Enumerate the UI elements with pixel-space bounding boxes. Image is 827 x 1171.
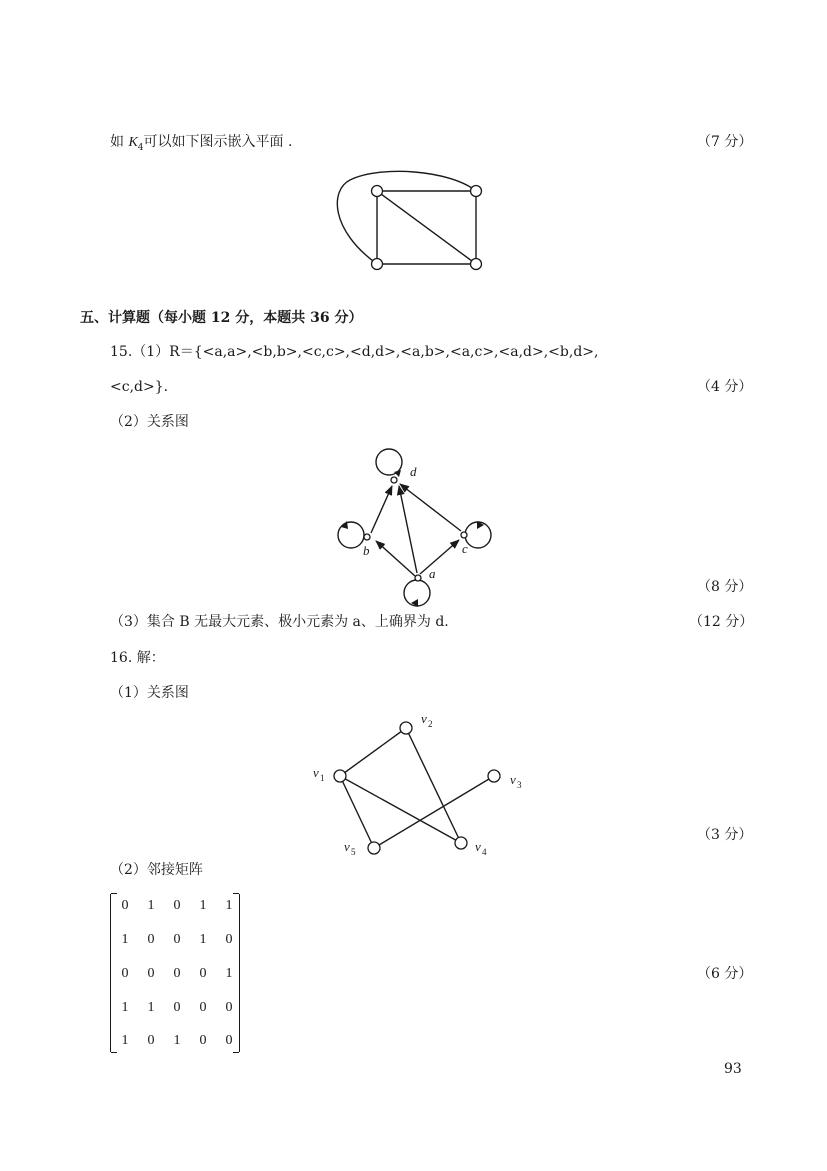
k4-vertex	[471, 259, 482, 270]
q16-part2-label: （2）邻接矩阵	[110, 862, 203, 878]
page-number: 93	[724, 1061, 742, 1077]
matrix-cell: 0	[173, 966, 181, 981]
vertex-v2	[400, 722, 412, 734]
k4-vertex	[372, 186, 383, 197]
q15-relation-line1: 15.（1）R＝{<a,a>,<b,b>,<c,c>,<d,d>,<a,b>,<a,c>,<a,d>,<b,d>,	[110, 344, 599, 360]
matrix-cell: 0	[173, 932, 181, 947]
label-v2: v	[421, 711, 427, 726]
section-five-heading: 五、计算题（每小题 12 分，本题共 36 分）	[80, 310, 363, 326]
matrix-cell: 0	[173, 1000, 181, 1015]
matrix-cell: 0	[225, 1033, 233, 1048]
q16-title: 16. 解：	[110, 650, 165, 666]
matrix-cell: 0	[199, 1000, 207, 1015]
matrix-cell: 1	[199, 898, 207, 913]
vertex-a	[415, 575, 421, 581]
label-c: c	[462, 541, 468, 556]
relation-digraph-q15	[338, 449, 491, 607]
matrix-cell: 1	[173, 1033, 181, 1048]
undirected-graph-q16	[313, 711, 522, 857]
label-v2-sub: 2	[428, 719, 433, 729]
label-v4: v	[475, 839, 481, 854]
label-b: b	[363, 543, 370, 558]
vertex-v1	[334, 770, 346, 782]
matrix-cell: 1	[199, 932, 207, 947]
arc-a-to-b	[376, 541, 415, 576]
q15-relation-line2: <c,d>}.	[110, 379, 169, 395]
arc-a-to-d	[399, 486, 417, 573]
edge-v2-v4	[406, 728, 461, 843]
matrix-cell: 0	[199, 1033, 207, 1048]
arc-a-to-c	[420, 540, 459, 574]
k4-edge-diagonal	[377, 191, 476, 264]
matrix-cell: 0	[225, 932, 233, 947]
matrix-cell: 1	[147, 1000, 155, 1015]
vertex-v5	[368, 842, 380, 854]
label-v3: v	[510, 772, 516, 787]
label-v1: v	[313, 765, 319, 780]
matrix-cell: 0	[173, 898, 181, 913]
adjacency-matrix	[110, 894, 240, 1052]
matrix-cell: 1	[121, 1033, 129, 1048]
k4-symbol: K	[128, 135, 138, 150]
q15-part2-label: （2）关系图	[110, 414, 189, 430]
matrix-cell: 0	[225, 1000, 233, 1015]
label-v5-sub: 5	[351, 847, 356, 857]
q15-score-part1: （4 分）	[697, 379, 753, 395]
label-v1-sub: 1	[320, 773, 325, 783]
vertex-d	[391, 477, 397, 483]
matrix-cell: 0	[121, 898, 129, 913]
label-v3-sub: 3	[517, 780, 522, 790]
label-d: d	[410, 464, 417, 479]
q15-score-part2: （8 分）	[697, 579, 753, 595]
arc-c-to-d	[400, 484, 461, 531]
loop-b	[338, 522, 364, 548]
matrix-cell: 1	[225, 966, 233, 981]
edge-v1-v4	[340, 776, 461, 843]
k4-subscript: 4	[137, 142, 144, 153]
vertex-b	[364, 534, 370, 540]
matrix-cell: 1	[225, 898, 233, 913]
vertex-v4	[455, 837, 467, 849]
k4-vertex	[372, 259, 383, 270]
matrix-cell: 1	[121, 932, 129, 947]
matrix-cell: 1	[121, 1000, 129, 1015]
q15-score-part3: （12 分）	[689, 614, 754, 630]
matrix-cell: 0	[199, 966, 207, 981]
matrix-cell: 0	[121, 966, 129, 981]
matrix-cell: 0	[147, 966, 155, 981]
k4-planar-graph	[337, 171, 481, 269]
label-a: a	[429, 566, 436, 581]
k4-outer-curve-edge	[337, 171, 476, 264]
matrix-cell: 1	[147, 898, 155, 913]
q16-part1-label: （1）关系图	[110, 685, 189, 701]
k4-vertex	[471, 186, 482, 197]
edge-v1-v5	[340, 776, 374, 848]
arc-b-to-d	[371, 486, 392, 533]
q16-score-part1: （3 分）	[697, 827, 753, 843]
q16-score-part2: （6 分）	[697, 966, 753, 982]
vertex-c	[461, 532, 467, 538]
edge-v1-v2	[340, 728, 406, 776]
k4-text-suffix: 可以如下图示嵌入平面 .	[143, 134, 293, 150]
matrix-cell: 0	[147, 1033, 155, 1048]
matrix-cell: 0	[147, 932, 155, 947]
q15-part3-text: （3）集合 B 无最大元素、极小元素为 a、上确界为 d.	[110, 614, 449, 630]
k4-text-prefix: 如	[110, 134, 129, 150]
label-v4-sub: 4	[482, 847, 487, 857]
vertex-v3	[488, 770, 500, 782]
k4-score: （7 分）	[697, 134, 753, 150]
label-v5: v	[344, 839, 350, 854]
